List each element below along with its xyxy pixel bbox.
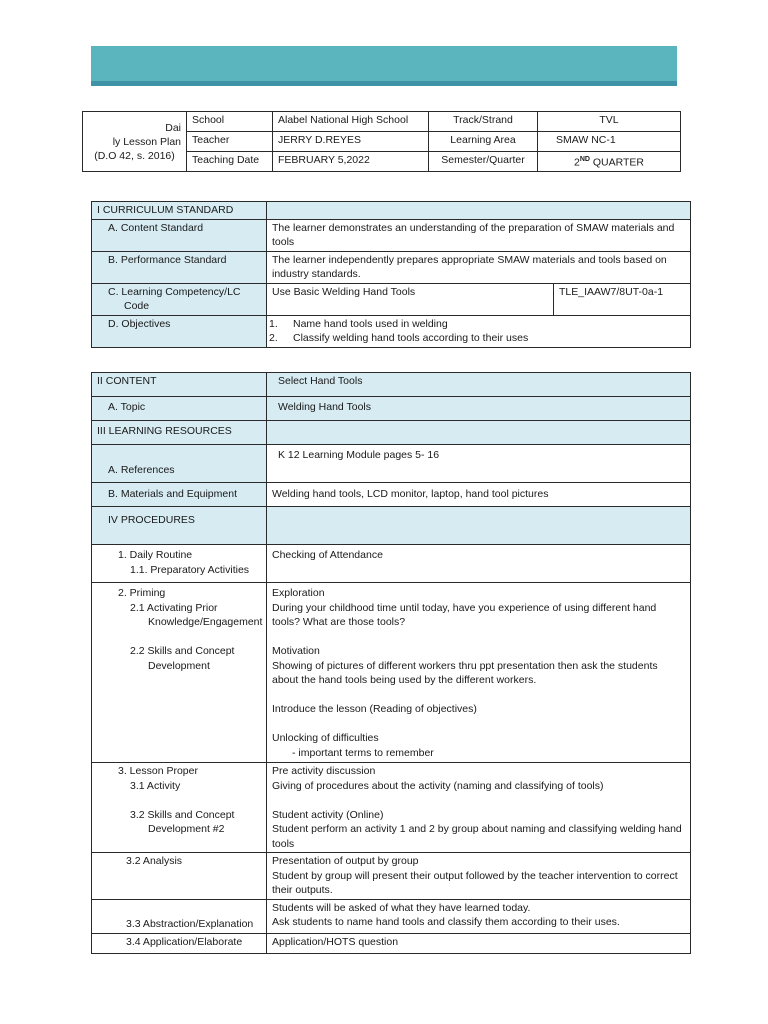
area-value: SMAW NC-1 — [538, 132, 681, 152]
procedures-heading: IV PROCEDURES — [92, 507, 267, 545]
learning-competency-value: Use Basic Welding Hand Tools — [267, 283, 554, 315]
daily-routine-value: Checking of Attendance — [267, 545, 691, 583]
introduce-lesson-text: Introduce the lesson (Reading of objectives) — [272, 703, 477, 715]
student-activity-title: Student activity (Online) — [272, 808, 384, 821]
abstraction-label: 3.3 Abstraction/Explanation — [92, 899, 267, 933]
objective-text: Name hand tools used in welding — [293, 317, 448, 330]
semester-value — [538, 152, 681, 172]
semester-number: 2 — [573, 156, 580, 169]
track-value: TVL — [538, 112, 681, 132]
plan-title-line2: ly Lesson Plan — [112, 135, 181, 148]
track-label: Track/Strand — [429, 112, 538, 132]
pre-activity-text: Giving of procedures about the activity (naming and classifying of tools) — [272, 779, 604, 792]
priming-sub1-line1: 2.1 Activating Prior — [130, 601, 218, 614]
date-label: Teaching Date — [187, 152, 273, 172]
abstraction-line1: Students will be asked of what they have learned today. — [272, 901, 531, 914]
motivation-text: Showing of pictures of different workers thru ppt presentation then ask the students about the hand tools being used by the different workers. — [272, 659, 658, 686]
priming-value — [267, 583, 691, 763]
objective-number: 1. — [269, 317, 278, 330]
teacher-value: JERRY D.REYES — [273, 132, 429, 152]
procedures-heading-value — [267, 507, 691, 545]
date-value: FEBRUARY 5,2022 — [273, 152, 429, 172]
plan-title-line3: (D.O 42, s. 2016) — [94, 149, 175, 162]
semester-label: Semester/Quarter — [429, 152, 538, 172]
topic-label: A. Topic — [92, 397, 267, 421]
performance-standard-label: B. Performance Standard — [92, 251, 267, 283]
student-activity-text: Student perform an activity 1 and 2 by group about naming and classifying welding hand tools — [272, 823, 682, 850]
unlocking-title: Unlocking of difficulties — [272, 732, 379, 744]
semester-suffix: ND — [579, 156, 590, 163]
abstraction-value — [267, 899, 691, 933]
content-standard-label: A. Content Standard — [92, 219, 267, 251]
topic-value: Welding Hand Tools — [267, 397, 691, 421]
materials-label: B. Materials and Equipment — [92, 483, 267, 507]
resources-heading: III LEARNING RESOURCES — [92, 421, 267, 445]
area-label: Learning Area — [429, 132, 538, 152]
priming-title: 2. Priming — [118, 587, 166, 599]
objective-number: 2. — [269, 332, 278, 344]
objectives-label: D. Objectives — [92, 315, 267, 347]
content-heading-value: Select Hand Tools — [267, 373, 691, 397]
semester-quarter: QUARTER — [589, 156, 645, 169]
daily-routine-sub: 1.1. Preparatory Activities — [130, 563, 250, 576]
lesson-proper-value — [267, 763, 691, 853]
curriculum-heading: I CURRICULUM STANDARD — [92, 202, 267, 220]
analysis-line2: Student by group will present their output followed by the teacher intervention to correct their outputs. — [272, 869, 678, 896]
teacher-label: Teacher — [187, 132, 273, 152]
references-label: A. References — [92, 445, 267, 483]
competency-label-line1: C. Learning Competency/LC — [108, 285, 241, 298]
priming-label — [92, 583, 267, 763]
abstraction-line2: Ask students to name hand tools and classify them according to their uses. — [272, 916, 620, 928]
references-value: K 12 Learning Module pages 5- 16 — [267, 445, 691, 483]
objectives-list — [269, 317, 685, 346]
materials-value: Welding hand tools, LCD monitor, laptop, hand tool pictures — [267, 483, 691, 507]
analysis-label: 3.2 Analysis — [92, 853, 267, 900]
content-standard-value: The learner demonstrates an understanding of the preparation of SMAW materials and tools — [267, 219, 691, 251]
motivation-title: Motivation — [272, 645, 320, 657]
daily-routine-label — [92, 545, 267, 583]
lesson-sub1: 3.1 Activity — [130, 779, 181, 792]
priming-sub1-line2: Knowledge/Engagement — [148, 616, 263, 628]
lesson-proper-label — [92, 763, 267, 853]
application-value: Application/HOTS question — [267, 933, 691, 953]
pre-activity-title: Pre activity discussion — [272, 765, 376, 777]
objective-text: Classify welding hand tools according to their uses — [293, 332, 529, 344]
exploration-text: During your childhood time until today, have you experience of using different hand tools? What are those tools? — [272, 601, 657, 628]
unlocking-terms: - important terms to remember — [292, 746, 434, 759]
analysis-value — [267, 853, 691, 900]
content-procedures-table — [91, 372, 691, 954]
list-item — [269, 317, 685, 332]
header-banner — [91, 46, 677, 86]
priming-sub2-line2: Development — [148, 659, 210, 672]
plan-title — [83, 112, 187, 172]
competency-label-line2: Code — [124, 300, 150, 312]
lesson-sub2-line1: 3.2 Skills and Concept — [130, 808, 235, 821]
learning-competency-code: TLE_IAAW7/8UT-0a-1 — [554, 283, 691, 315]
daily-routine-title: 1. Daily Routine — [118, 549, 193, 561]
learning-competency-label — [92, 283, 267, 315]
list-item — [269, 331, 685, 346]
plan-title-line1: Dai — [165, 121, 181, 134]
performance-standard-value: The learner independently prepares appropriate SMAW materials and tools based on industry standards. — [267, 251, 691, 283]
priming-sub2-line1: 2.2 Skills and Concept — [130, 645, 235, 657]
curriculum-heading-value — [267, 202, 691, 220]
application-label: 3.4 Application/Elaborate — [92, 933, 267, 953]
analysis-line1: Presentation of output by group — [272, 855, 419, 867]
school-label: School — [187, 112, 273, 132]
lesson-sub2-line2: Development #2 — [148, 823, 225, 835]
exploration-title: Exploration — [272, 587, 325, 599]
school-value: Alabel National High School — [273, 112, 429, 132]
curriculum-standard-table — [91, 201, 691, 348]
objectives-value — [267, 315, 691, 347]
resources-heading-value — [267, 421, 691, 445]
lesson-plan-header-table — [82, 111, 681, 172]
lesson-proper-title: 3. Lesson Proper — [118, 765, 198, 777]
content-heading: II CONTENT — [92, 373, 267, 397]
